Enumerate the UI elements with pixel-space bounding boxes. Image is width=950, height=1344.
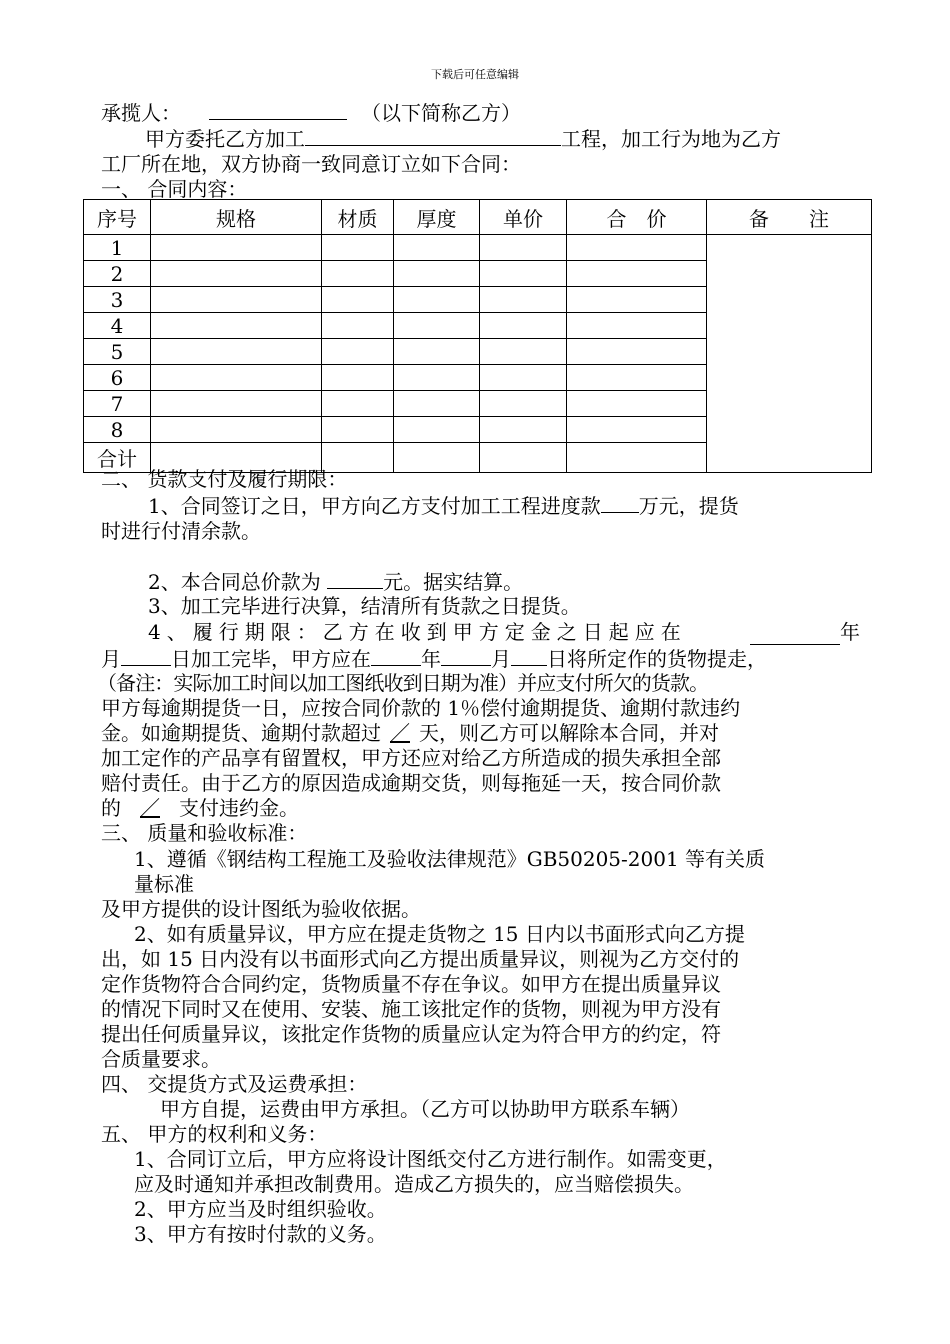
col-header-thickness: 厚度 <box>394 200 480 235</box>
section5-title: 五、 甲方的权利和义务： <box>101 1122 328 1146</box>
year-blank-2 <box>371 645 421 666</box>
s2-p2-text-2: 元。据实结算。 <box>383 570 524 594</box>
section4-title: 四、 交提货方式及运费承担： <box>101 1072 368 1096</box>
row-index: 8 <box>84 417 151 443</box>
row-index: 5 <box>84 339 151 365</box>
s3-p1-line1: 1、遵循《钢结构工程施工及验收法律规范》GB50205-2001 等有关质 <box>134 847 766 871</box>
total-price-blank <box>327 568 383 589</box>
s2-p4-line6: 加工定作的产品享有留置权，甲方还应对给乙方所造成的损失承担全部 <box>101 746 721 770</box>
table-row <box>84 235 872 261</box>
s2-p4-text-d: 日加工完毕，甲方应在 <box>171 647 371 671</box>
row-index: 3 <box>84 287 151 313</box>
row-index: 4 <box>84 313 151 339</box>
s5-p1-line2: 应及时通知并承担改制费用。造成乙方损失的，应当赔偿损失。 <box>134 1172 694 1196</box>
s2-p3: 3、加工完毕进行决算，结清所有货款之日提货。 <box>148 594 581 618</box>
s3-p2-line6: 合质量要求。 <box>101 1047 221 1071</box>
intro-line3: 工厂所在地，双方协商一致同意订立如下合同： <box>101 152 521 176</box>
s2-p1-text-2: 万元，提货 <box>638 494 739 518</box>
s2-p4-text-o: 的 <box>101 796 121 820</box>
s3-p2-line3: 定作货物符合合同约定，货物质量不存在争议。如甲方在提出质量异议 <box>101 972 721 996</box>
deposit-days-blank <box>750 624 840 645</box>
s2-p4-month: 月 <box>101 647 121 671</box>
s2-p4-line7: 赔付责任。由于乙方的原因造成逾期交货，则每拖延一天，按合同价款 <box>101 771 721 795</box>
section3-title: 三、 质量和验收标准： <box>101 821 308 845</box>
s2-p1-line2: 时进行付清余款。 <box>101 519 261 543</box>
row-index: 2 <box>84 261 151 287</box>
row-index: 1 <box>84 235 151 261</box>
progress-payment-blank <box>601 492 639 513</box>
month-blank <box>121 645 171 666</box>
contractor-suffix: （以下简称乙方） <box>361 101 521 125</box>
s2-p4-year-2: 年 <box>421 647 441 671</box>
s2-p1-line1 <box>148 492 739 519</box>
s3-p1-line3: 及甲方提供的设计图纸为验收依据。 <box>101 897 421 921</box>
col-header-unit-price: 单价 <box>480 200 567 235</box>
penalty-rate-value: ／ <box>140 796 160 820</box>
contractor-blank <box>209 99 347 120</box>
s2-p4-text-g: 日将所定作的货物提走， <box>547 647 767 671</box>
s2-p4-line2 <box>101 645 767 672</box>
table-header-row <box>84 200 872 235</box>
s3-p2-line1: 2、如有质量异议，甲方应在提走货物之 15 日内以书面形式向乙方提 <box>134 922 745 946</box>
s5-p1-line1: 1、合同订立后，甲方应将设计图纸交付乙方进行制作。如需变更， <box>134 1147 727 1171</box>
section1-title: 一、 合同内容： <box>101 177 248 201</box>
s2-p4-text: 4、履行期限：乙方在收到甲方定金之日起应在 <box>148 620 687 644</box>
header-note: 下载后可任意编辑 <box>431 68 519 81</box>
s2-p2 <box>148 568 523 595</box>
s3-p2-line5: 提出任何质量异议，该批定作货物的质量应认定为符合甲方的约定，符 <box>101 1022 721 1046</box>
total-label: 合计 <box>84 443 151 473</box>
s2-p1-text: 1、合同签订之日，甲方向乙方支付加工工程进度款 <box>148 494 601 518</box>
contractor-line <box>101 99 521 126</box>
month-blank-2 <box>441 645 491 666</box>
s2-p4-year: 年 <box>840 620 860 644</box>
overdue-days-value: ／ <box>390 721 410 745</box>
col-header-index: 序号 <box>84 200 151 235</box>
s2-p4-text-j: 金。如逾期提货、逾期付款超过 <box>101 721 381 745</box>
s3-p2-line4: 的情况下同时又在使用、安装、施工该批定作的货物，则视为甲方没有 <box>101 997 721 1021</box>
section2-title: 二、 货款支付及履行期限： <box>101 467 348 491</box>
s3-p1-line2: 量标准 <box>134 872 194 896</box>
project-blank <box>305 125 561 146</box>
s2-p4-text-q: 支付违约金。 <box>179 796 299 820</box>
s2-p4-line8 <box>101 795 299 821</box>
s2-p4-line4: 甲方每逾期提货一日，应按合同价款的 1％偿付逾期提货、逾期付款违约 <box>101 696 741 720</box>
s5-p3: 3、甲方有按时付款的义务。 <box>134 1222 387 1246</box>
s4-p1: 甲方自提，运费由甲方承担。（乙方可以协助甲方联系车辆） <box>160 1097 690 1121</box>
col-header-total-price: 合 价 <box>567 200 707 235</box>
row-index: 6 <box>84 365 151 391</box>
s2-p2-text: 2、本合同总价款为 <box>148 570 328 594</box>
s5-p2: 2、甲方应当及时组织验收。 <box>134 1197 387 1221</box>
day-blank-2 <box>511 645 547 666</box>
s2-p4-text-l: 天，则乙方可以解除本合同，并对 <box>419 721 719 745</box>
s2-p4-line3: （备注：实际加工时间以加工图纸收到日期为准）并应支付所欠的货款。 <box>97 671 709 695</box>
s3-p2-line2: 出，如 15 日内没有以书面形式向乙方提出质量异议，则视为乙方交付的 <box>101 947 740 971</box>
contract-table <box>83 199 872 473</box>
contractor-label: 承揽人： <box>101 101 181 125</box>
entrust-text: 甲方委托乙方加工 <box>145 127 305 151</box>
remarks-cell <box>707 235 872 473</box>
col-header-remarks: 备 注 <box>707 200 872 235</box>
s2-p4-month-2: 月 <box>491 647 511 671</box>
entrust-line <box>145 125 781 152</box>
entrust-text-2: 工程，加工行为地为乙方 <box>561 127 781 151</box>
col-header-material: 材质 <box>322 200 394 235</box>
s2-p4-line5 <box>101 720 719 746</box>
col-header-spec: 规格 <box>151 200 322 235</box>
row-index: 7 <box>84 391 151 417</box>
s2-p4-line1 <box>148 619 860 645</box>
